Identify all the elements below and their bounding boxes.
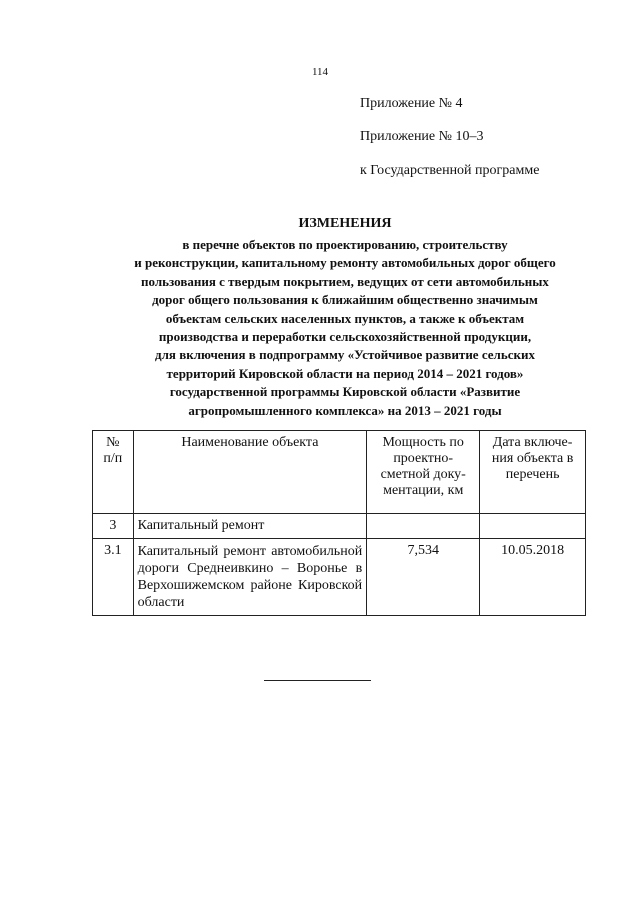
appendix-line-3: к Государственной программе xyxy=(360,163,540,178)
appendix-line-1: Приложение № 4 xyxy=(360,96,463,111)
section-name: Капитальный ремонт xyxy=(133,514,367,539)
page-number: 114 xyxy=(311,66,329,78)
section-date-empty xyxy=(480,514,586,539)
section-capacity-empty xyxy=(367,514,480,539)
title-line: объектам сельских населенных пунктов, а также к объектам xyxy=(165,310,525,326)
header-capacity-line: сметной доку- xyxy=(380,467,466,482)
row-num: 3.1 xyxy=(93,539,134,616)
table-header-row xyxy=(93,431,586,514)
title-main: ИЗМЕНЕНИЯ xyxy=(298,216,392,231)
document-title xyxy=(90,216,600,420)
header-name: Наименование объекта xyxy=(133,431,367,514)
section-num: 3 xyxy=(93,514,134,539)
header-date xyxy=(480,431,586,514)
title-line: в перечне объектов по проектированию, строительству xyxy=(182,237,508,252)
title-line: государственной программы Кировской области «Развитие xyxy=(169,384,521,400)
row-date: 10.05.2018 xyxy=(480,539,586,616)
header-date-line: перечень xyxy=(505,467,560,482)
header-num xyxy=(93,431,134,514)
title-line: дорог общего пользования к ближайшим общественно значимым xyxy=(152,292,538,308)
appendix-line-2: Приложение № 10–3 xyxy=(360,129,484,144)
title-line: производства и переработки сельскохозяйственной продукции, xyxy=(158,329,532,345)
header-date-line: ния объекта в xyxy=(491,451,574,466)
header-num-line: № xyxy=(106,435,120,450)
row-name: Капитальный ремонт автомобильной дороги Среднеивкино – Воронье в Верхошижемском районе Кировской области xyxy=(133,539,367,616)
title-line: для включения в подпрограмму «Устойчивое развитие сельских xyxy=(155,347,535,363)
header-date-line: Дата включе- xyxy=(492,435,573,450)
header-capacity xyxy=(367,431,480,514)
title-line: территорий Кировской области на период 2014 – 2021 годов» xyxy=(166,365,524,381)
title-line: агропромышленного комплекса» на 2013 – 2021 годы xyxy=(188,402,502,418)
header-num-line: п/п xyxy=(103,451,123,466)
changes-table xyxy=(92,430,586,616)
title-line: и реконструкции, капитальному ремонту автомобильных дорог общего xyxy=(134,255,556,271)
header-capacity-line: ментации, км xyxy=(383,483,464,498)
row-capacity: 7,534 xyxy=(367,539,480,616)
section-row xyxy=(93,514,586,539)
header-capacity-line: проектно- xyxy=(393,451,454,466)
closing-rule xyxy=(264,680,371,681)
table-row xyxy=(93,539,586,616)
title-line: пользования с твердым покрытием, ведущих от сети автомобильных xyxy=(141,273,549,289)
header-capacity-line: Мощность по xyxy=(382,435,464,450)
